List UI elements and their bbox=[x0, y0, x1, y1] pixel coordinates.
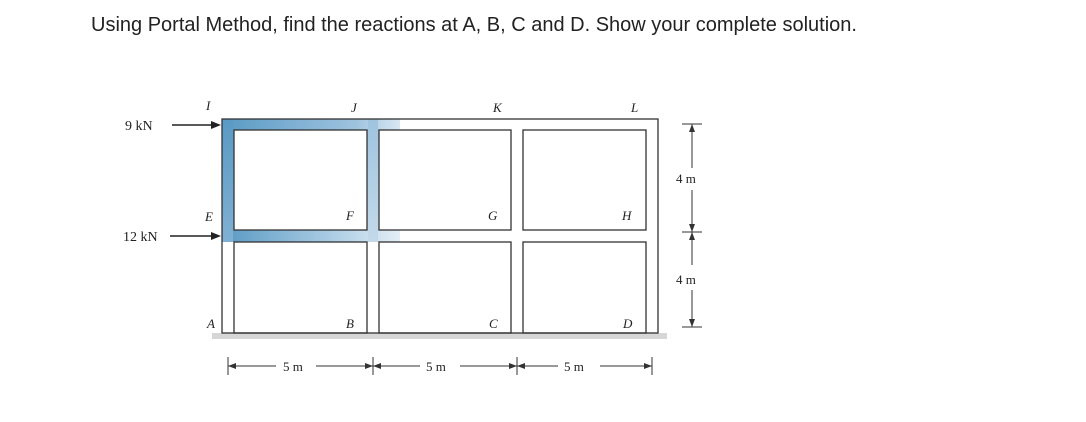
bay-width-2: 5 m bbox=[426, 359, 446, 374]
story-height-2: 4 m bbox=[676, 272, 696, 287]
load-12kN-arrow bbox=[170, 232, 221, 240]
load-12kN-label: 12 kN bbox=[123, 230, 158, 245]
load-9kN-label: 9 kN bbox=[125, 119, 153, 134]
support-B: B bbox=[346, 316, 354, 331]
bay-width-3: 5 m bbox=[564, 359, 584, 374]
node-I: I bbox=[206, 98, 211, 113]
node-K: K bbox=[493, 100, 502, 115]
ground-line bbox=[212, 333, 667, 339]
support-A: A bbox=[207, 316, 215, 331]
vertical-dimension bbox=[682, 124, 702, 327]
node-E: E bbox=[205, 209, 213, 224]
node-J: J bbox=[351, 100, 357, 115]
support-C: C bbox=[489, 316, 498, 331]
support-D: D bbox=[623, 316, 633, 331]
question-text: Using Portal Method, find the reactions at A, B, C and D. Show your complete solution. bbox=[91, 14, 857, 36]
story-height-1: 4 m bbox=[676, 171, 696, 186]
node-H: H bbox=[622, 208, 632, 223]
node-G: G bbox=[488, 208, 498, 223]
bay-width-1: 5 m bbox=[283, 359, 303, 374]
load-9kN-arrow bbox=[172, 121, 221, 129]
frame-members bbox=[222, 119, 658, 333]
node-F: F bbox=[346, 208, 354, 223]
node-L: L bbox=[631, 100, 639, 115]
